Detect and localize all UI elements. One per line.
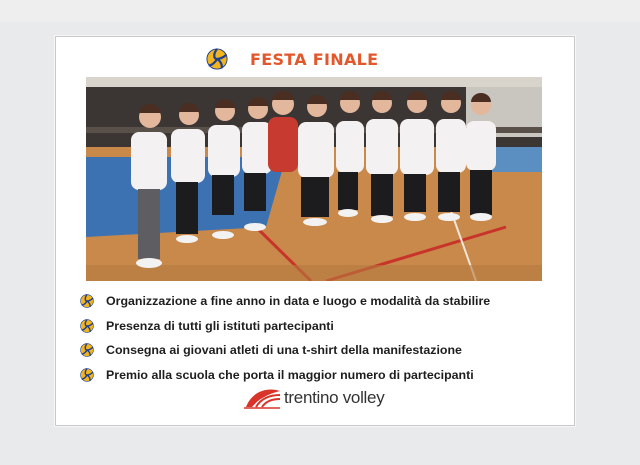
volleyball-logo-icon xyxy=(242,387,282,409)
list-item-text: Premio alla scuola che porta il maggior numero di partecipanti xyxy=(106,367,474,382)
list-item xyxy=(80,314,560,339)
list-item-text: Organizzazione a fine anno in data e luogo e modalità da stabilire xyxy=(106,294,491,309)
volleyball-bullet-icon xyxy=(80,319,94,333)
list-item-text: Presenza di tutti gli istituti partecipanti xyxy=(106,318,334,333)
volleyball-icon xyxy=(206,48,228,70)
logo-text: trentino volley xyxy=(284,388,385,407)
header xyxy=(206,45,378,73)
page-title: FESTA FINALE xyxy=(250,49,379,69)
bullet-list xyxy=(80,289,560,387)
volleyball-bullet-icon xyxy=(80,343,94,357)
list-item xyxy=(80,338,560,363)
flyer-card xyxy=(55,36,575,426)
list-item xyxy=(80,289,560,314)
team-photo xyxy=(86,77,542,281)
volleyball-bullet-icon xyxy=(80,368,94,382)
list-item xyxy=(80,363,560,388)
scan-border xyxy=(0,0,640,22)
list-item-text: Consegna ai giovani atleti di una t-shirt della manifestazione xyxy=(106,343,462,358)
volleyball-bullet-icon xyxy=(80,294,94,308)
trentino-volley-logo xyxy=(242,387,384,409)
